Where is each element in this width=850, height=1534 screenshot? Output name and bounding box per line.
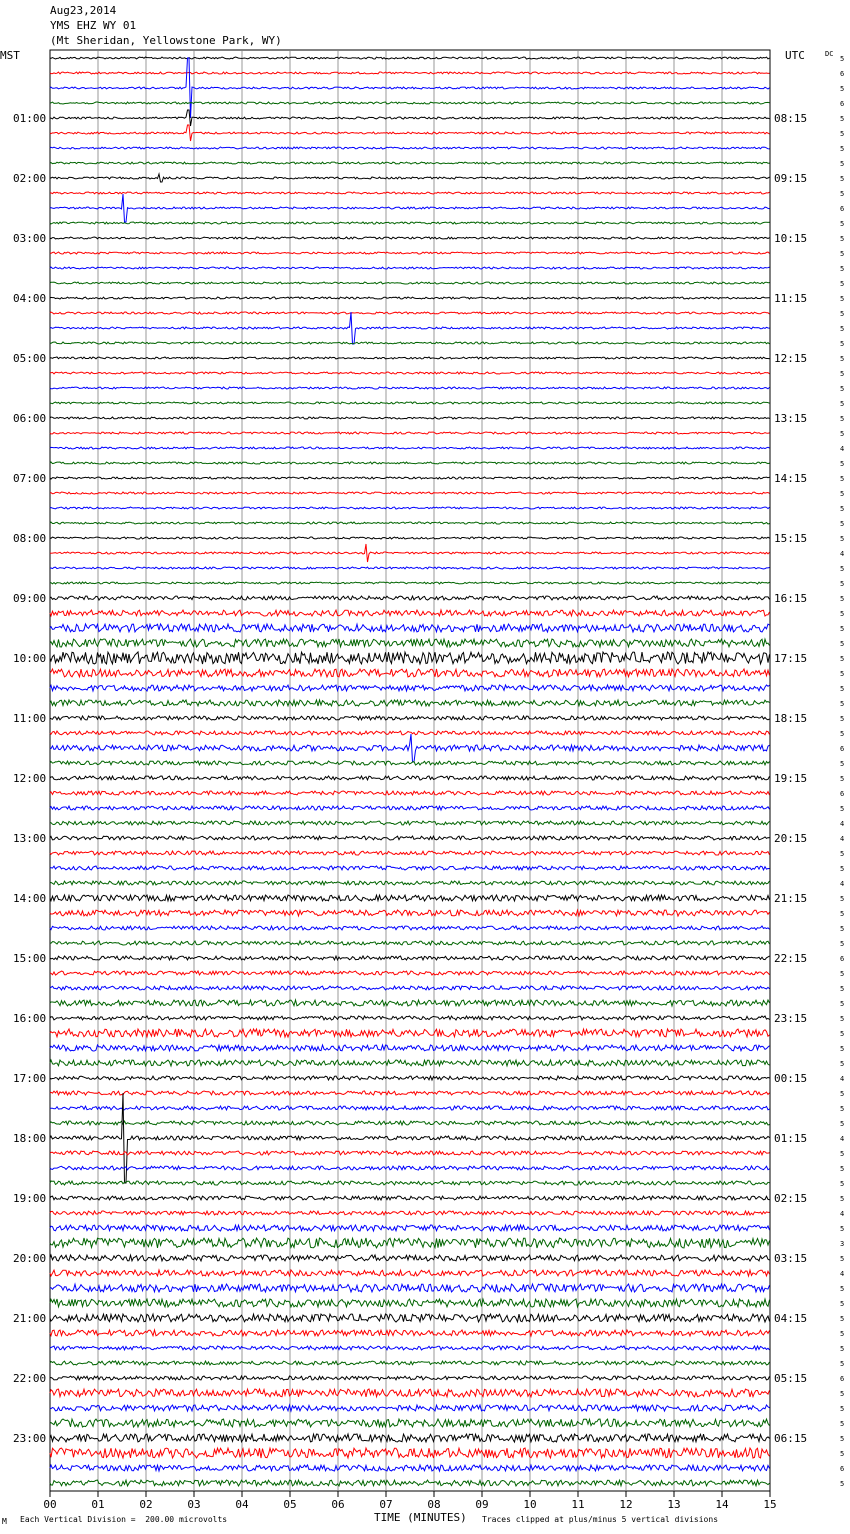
seismic-trace [50,544,770,562]
seismic-trace [50,417,770,419]
seismic-trace [50,1346,770,1350]
dc-offset-label: 6 [840,1375,845,1383]
mst-hour-label: 05:00 [13,352,47,365]
mst-hour-label: 13:00 [13,832,47,845]
dc-offset-label: 5 [840,280,845,288]
seismic-trace [50,971,770,975]
clip-note: Traces clipped at plus/minus 5 vertical divisions [482,1515,719,1524]
seismic-trace [50,432,770,434]
dc-offset-label: 5 [840,340,845,348]
utc-hour-label: 02:15 [774,1192,808,1205]
dc-offset-label: 5 [840,235,845,243]
dc-offset-label: 6 [840,205,845,213]
dc-offset-label: 5 [840,1045,845,1053]
dc-offset-label: 5 [840,1120,845,1128]
x-tick-label: 08 [427,1498,441,1511]
x-tick-label: 07 [379,1498,393,1511]
seismic-trace [50,926,770,930]
seismic-trace [50,372,770,374]
x-tick-label: 11 [571,1498,585,1511]
seismic-trace [50,1389,770,1397]
seismic-trace [50,1151,770,1155]
seismic-trace [50,734,770,762]
seismic-trace [50,312,770,314]
dc-offset-label: 5 [840,925,845,933]
scale-note: Each Vertical Division = 200.00 microvolts [20,1515,228,1524]
dc-offset-label: 5 [840,775,845,783]
dc-offset-label: 5 [840,190,845,198]
dc-offset-label: 6 [840,955,845,963]
dc-offset-label: 5 [840,175,845,183]
dc-offset-label: 5 [840,430,845,438]
plot-date: Aug23,2014 [50,4,117,17]
seismic-trace [50,836,770,840]
seismic-trace [50,1238,770,1248]
dc-offset-label: 5 [840,1150,845,1158]
station-code: YMS EHZ WY 01 [50,19,137,32]
x-tick-label: 05 [283,1498,297,1511]
dc-offset-label: 5 [840,475,845,483]
dc-offset-label: 6 [840,745,845,753]
dc-offset-label: 5 [840,385,845,393]
dc-offset-label: 5 [840,220,845,228]
seismic-trace [50,806,770,810]
dc-offset-label: 5 [840,1405,845,1413]
seismic-trace [50,72,770,74]
mst-hour-label: 07:00 [13,472,47,485]
dc-offset-label: 5 [840,595,845,603]
dc-offset-label: 6 [840,70,845,78]
dc-offset-label: 5 [840,1165,845,1173]
utc-hour-label: 14:15 [774,472,808,485]
utc-hour-label: 09:15 [774,172,808,185]
dc-offset-label: 4 [840,835,845,843]
seismic-trace [50,1448,770,1458]
mst-hour-label: 23:00 [13,1432,47,1445]
dc-offset-label: 5 [840,565,845,573]
dc-offset-label: 5 [840,1015,845,1023]
dc-offset-label: 5 [840,250,845,258]
x-tick-label: 01 [91,1498,105,1511]
seismic-trace [50,507,770,509]
seismic-trace [50,652,770,664]
seismic-trace [50,1299,770,1307]
dc-offset-label: 5 [840,520,845,528]
seismic-trace [50,895,770,901]
mst-axis-title: MST [0,49,20,62]
seismic-trace [50,596,770,600]
seismic-trace [50,57,770,59]
dc-offset-label: 5 [840,640,845,648]
seismic-trace [50,58,770,118]
dc-offset-label: 5 [840,655,845,663]
dc-offset-label: 5 [840,910,845,918]
dc-offset-label: 5 [840,1255,845,1263]
mst-hour-label: 19:00 [13,1192,47,1205]
seismic-trace [50,522,770,524]
x-tick-label: 06 [331,1498,345,1511]
dc-offset-label: 5 [840,1225,845,1233]
seismic-trace [50,731,770,735]
seismic-trace [50,194,770,222]
mst-hour-label: 04:00 [13,292,47,305]
x-tick-label: 13 [667,1498,681,1511]
dc-offset-label: 4 [840,1210,845,1218]
utc-hour-label: 04:15 [774,1312,808,1325]
seismic-trace [50,1225,770,1231]
seismic-trace [50,866,770,870]
mst-hour-label: 21:00 [13,1312,47,1325]
seismic-trace [50,582,770,584]
dc-offset-label: 6 [840,790,845,798]
dc-offset-label: 5 [840,730,845,738]
seismic-trace [50,357,770,359]
dc-offset-label: 5 [840,1195,845,1203]
dc-offset-label: 3 [840,1240,845,1248]
seismic-trace [50,192,770,194]
dc-offset-label: 5 [840,760,845,768]
seismic-trace [50,716,770,720]
dc-offset-label: 5 [840,1315,845,1323]
seismic-trace [50,1314,770,1322]
seismic-trace [50,237,770,239]
seismic-trace [50,567,770,569]
utc-hour-label: 03:15 [774,1252,808,1265]
dc-offset-label: 5 [840,1000,845,1008]
seismic-trace [50,791,770,795]
utc-hour-label: 17:15 [774,652,808,665]
dc-offset-label: 5 [840,1090,845,1098]
seismic-trace [50,110,770,126]
seismic-trace [50,1076,770,1080]
corner-mark: M [2,1517,7,1526]
dc-offset-label: 5 [840,55,845,63]
utc-hour-label: 23:15 [774,1012,808,1025]
seismic-trace [50,1270,770,1276]
dc-offset-label: 4 [840,445,845,453]
dc-offset-label: 5 [840,415,845,423]
seismic-trace [50,881,770,885]
seismic-trace [50,1106,770,1110]
mst-hour-label: 03:00 [13,232,47,245]
seismic-trace [50,1045,770,1051]
dc-offset-label: 5 [840,1345,845,1353]
seismic-trace [50,174,770,182]
seismic-trace [50,1465,770,1471]
utc-hour-label: 13:15 [774,412,808,425]
dc-offset-label: 5 [840,355,845,363]
dc-offset-label: 5 [840,265,845,273]
dc-offset-label: 4 [840,1075,845,1083]
utc-hour-label: 19:15 [774,772,808,785]
seismic-trace [50,1330,770,1336]
utc-hour-label: 08:15 [774,112,808,125]
utc-hour-label: 06:15 [774,1432,808,1445]
dc-offset-label: 5 [840,1030,845,1038]
dc-offset-label: 5 [840,535,845,543]
x-tick-label: 10 [523,1498,537,1511]
dc-offset-label: 6 [840,100,845,108]
dc-offset-label: 5 [840,295,845,303]
x-tick-label: 15 [763,1498,777,1511]
utc-hour-label: 00:15 [774,1072,808,1085]
dc-offset-label: 5 [840,1180,845,1188]
seismic-trace [50,1016,770,1020]
dc-offset-label: 4 [840,1135,845,1143]
seismic-trace [50,700,770,706]
dc-offset-label: 5 [840,1285,845,1293]
seismic-trace [50,669,770,677]
dc-offset-label: 4 [840,820,845,828]
mst-hour-label: 11:00 [13,712,47,725]
seismic-trace [50,821,770,825]
dc-offset-label: 5 [840,1450,845,1458]
dc-offset-label: 5 [840,145,845,153]
seismic-trace [50,986,770,990]
mst-hour-label: 18:00 [13,1132,47,1145]
x-tick-label: 00 [43,1498,57,1511]
dc-offset-label: 5 [840,490,845,498]
dc-offset-label: 5 [840,670,845,678]
mst-hour-label: 20:00 [13,1252,47,1265]
mst-hour-label: 16:00 [13,1012,47,1025]
seismic-trace [50,147,770,149]
seismic-trace [50,1000,770,1006]
dc-offset-label: 5 [840,115,845,123]
x-tick-label: 14 [715,1498,729,1511]
seismic-trace [50,761,770,765]
dc-offset-label: 5 [840,1420,845,1428]
seismic-trace [50,956,770,960]
seismic-trace [50,492,770,494]
dc-offset-label: 5 [840,805,845,813]
x-tick-label: 04 [235,1498,249,1511]
dc-offset-label: 4 [840,880,845,888]
utc-hour-label: 15:15 [774,532,808,545]
mst-hour-label: 06:00 [13,412,47,425]
seismic-trace [50,1284,770,1292]
seismic-trace [50,910,770,916]
mst-hour-label: 10:00 [13,652,47,665]
seismic-trace [50,1196,770,1200]
utc-hour-label: 01:15 [774,1132,808,1145]
dc-offset-label: 5 [840,400,845,408]
seismic-trace [50,851,770,855]
x-axis-title: TIME (MINUTES) [374,1511,467,1524]
dc-offset-label: 5 [840,1300,845,1308]
seismic-trace [50,477,770,479]
dc-offset-label: 5 [840,310,845,318]
seismic-trace [50,297,770,299]
dc-offset-label: 5 [840,850,845,858]
mst-hour-label: 09:00 [13,592,47,605]
seismic-trace [50,1405,770,1411]
seismic-trace [50,1434,770,1442]
dc-offset-label: 5 [840,1480,845,1488]
seismic-trace [50,1060,770,1066]
x-tick-label: 09 [475,1498,489,1511]
seismic-trace [50,685,770,691]
seismic-trace [50,1211,770,1215]
dc-offset-label: 5 [840,970,845,978]
dc-column-title: DC [825,50,834,58]
seismic-trace [50,1376,770,1380]
seismic-trace [50,624,770,632]
seismic-trace [50,312,770,344]
seismic-trace [50,162,770,164]
utc-hour-label: 22:15 [774,952,808,965]
utc-hour-label: 12:15 [774,352,808,365]
seismic-trace [50,1166,770,1170]
seismic-trace [50,222,770,224]
seismic-trace [50,1029,770,1037]
utc-hour-label: 16:15 [774,592,808,605]
seismic-trace [50,125,770,141]
dc-offset-label: 5 [840,865,845,873]
utc-hour-label: 05:15 [774,1372,808,1385]
utc-hour-label: 20:15 [774,832,808,845]
dc-offset-label: 5 [840,505,845,513]
seismic-trace [50,447,770,449]
x-tick-label: 03 [187,1498,201,1511]
mst-hour-label: 15:00 [13,952,47,965]
seismic-trace [50,1419,770,1427]
mst-hour-label: 12:00 [13,772,47,785]
dc-offset-label: 6 [840,1465,845,1473]
dc-offset-label: 5 [840,1360,845,1368]
dc-offset-label: 5 [840,940,845,948]
seismic-trace [50,610,770,616]
utc-hour-label: 11:15 [774,292,808,305]
x-tick-label: 12 [619,1498,633,1511]
dc-offset-label: 5 [840,1105,845,1113]
seismic-trace [50,1121,770,1125]
seismic-trace [50,776,770,780]
seismic-trace [50,462,770,464]
seismic-trace [50,1361,770,1365]
dc-offset-label: 5 [840,625,845,633]
dc-offset-label: 5 [840,985,845,993]
mst-hour-label: 08:00 [13,532,47,545]
dc-offset-label: 5 [840,1060,845,1068]
seismic-trace [50,1480,770,1486]
seismic-trace [50,387,770,389]
mst-hour-label: 17:00 [13,1072,47,1085]
dc-offset-label: 5 [840,895,845,903]
mst-hour-label: 02:00 [13,172,47,185]
dc-offset-label: 5 [840,160,845,168]
dc-offset-label: 5 [840,685,845,693]
dc-offset-label: 5 [840,580,845,588]
seismic-trace [50,1255,770,1261]
utc-axis-title: UTC [785,49,805,62]
dc-offset-label: 5 [840,460,845,468]
seismic-trace [50,282,770,284]
seismic-trace [50,402,770,404]
dc-offset-label: 5 [840,1390,845,1398]
station-location: (Mt Sheridan, Yellowstone Park, WY) [50,34,282,47]
seismic-trace [50,537,770,539]
seismic-trace [50,102,770,104]
dc-offset-label: 5 [840,610,845,618]
dc-offset-label: 4 [840,1270,845,1278]
dc-offset-label: 5 [840,325,845,333]
dc-offset-label: 5 [840,1330,845,1338]
seismic-trace [50,342,770,344]
utc-hour-label: 10:15 [774,232,808,245]
seismic-trace [50,941,770,945]
seismic-trace [50,639,770,647]
dc-offset-label: 5 [840,700,845,708]
utc-hour-label: 18:15 [774,712,808,725]
dc-offset-label: 5 [840,715,845,723]
dc-offset-label: 5 [840,130,845,138]
seismic-trace [50,252,770,254]
utc-hour-label: 21:15 [774,892,808,905]
dc-offset-label: 5 [840,1435,845,1443]
seismic-trace [50,1093,770,1183]
dc-offset-label: 5 [840,85,845,93]
mst-hour-label: 14:00 [13,892,47,905]
dc-offset-label: 5 [840,370,845,378]
mst-hour-label: 01:00 [13,112,47,125]
seismic-trace [50,267,770,269]
seismic-trace [50,1181,770,1185]
mst-hour-label: 22:00 [13,1372,47,1385]
x-tick-label: 02 [139,1498,153,1511]
seismic-trace [50,1091,770,1095]
dc-offset-label: 4 [840,550,845,558]
